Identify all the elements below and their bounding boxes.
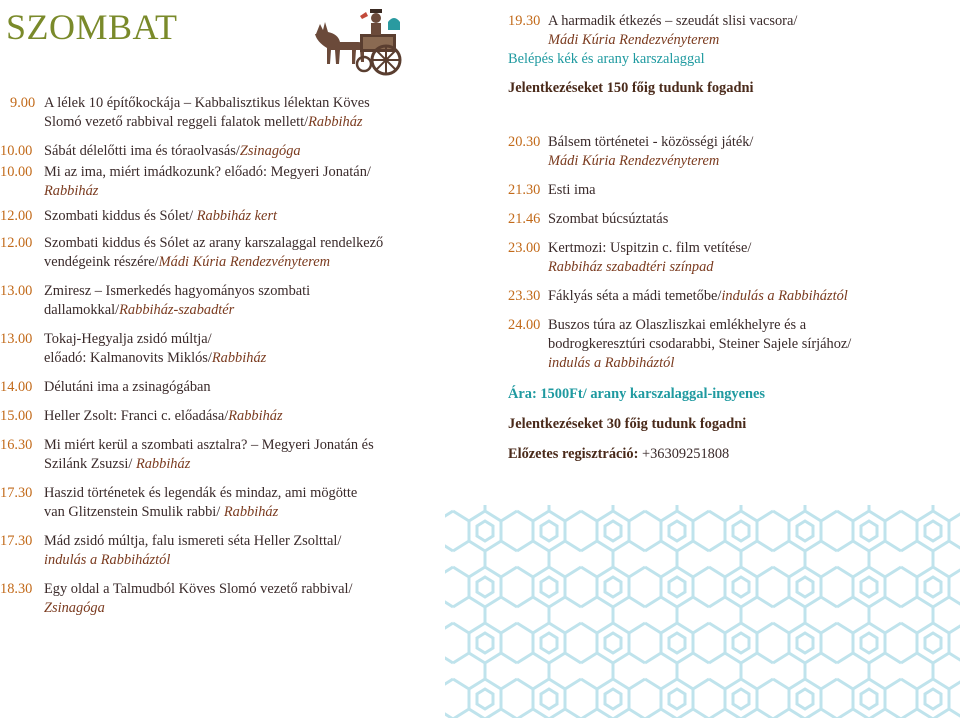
time: 10.00 xyxy=(0,164,33,180)
time: 23.30 xyxy=(508,288,541,304)
desc: Bálsem történetei - közösségi játék/ xyxy=(548,134,754,150)
desc: Zmiresz – Ismerkedés hagyományos szombati xyxy=(44,283,311,299)
place: Rabbiház xyxy=(223,504,279,520)
desc: dallamokkal/ xyxy=(44,302,120,318)
desc: Mád zsidó múltja, falu ismereti séta Heller Zsolttal/ xyxy=(44,533,342,549)
desc: Kertmozi: Uspitzin c. film vetítése/ xyxy=(548,240,752,256)
time: 21.30 xyxy=(508,182,541,198)
time: 21.46 xyxy=(508,211,541,227)
schedule-item xyxy=(508,133,948,171)
place: Rabbiház xyxy=(135,456,191,472)
schedule-item xyxy=(508,287,948,306)
desc: Mi az ima, miért imádkozunk? előadó: Megyeri Jonatán/ xyxy=(44,164,371,180)
desc: Buszos túra az Olaszliszkai emlékhelyre és a xyxy=(548,317,807,333)
schedule-item xyxy=(508,181,948,200)
place: Rabbiház xyxy=(211,350,267,366)
registration-note: Jelentkezéseket 30 főig tudunk fogadni xyxy=(508,416,747,432)
place: Rabbiház kert xyxy=(196,208,278,224)
entry-note: Belépés kék és arany karszalaggal xyxy=(508,51,705,67)
desc: Délutáni ima a zsinagógában xyxy=(44,379,211,395)
desc: Esti ima xyxy=(548,182,596,198)
desc: Slomó vezető rabbival reggeli falatok mellett/ xyxy=(44,114,309,130)
schedule-item xyxy=(0,407,420,426)
desc: A lélek 10 építőkockája – Kabbalisztikus lélektan Köves xyxy=(44,95,370,111)
left-schedule xyxy=(0,94,420,618)
place: Zsinagóga xyxy=(239,143,301,159)
page-title: SZOMBAT xyxy=(6,7,178,47)
time: 17.30 xyxy=(0,485,33,501)
schedule-item xyxy=(0,142,420,161)
desc: Egy oldal a Talmudból Köves Slomó vezető rabbival/ xyxy=(44,581,353,597)
desc: Szilánk Zsuzsi/ xyxy=(44,456,136,472)
time: 13.00 xyxy=(0,283,33,299)
desc: Mi miért kerül a szombati asztalra? – Megyeri Jonatán és xyxy=(44,437,374,453)
desc: Heller Zsolt: Franci c. előadása/ xyxy=(44,408,229,424)
desc: bodrogkeresztúri csodarabbi, Steiner Sajele sírjához/ xyxy=(548,336,852,352)
time: 10.00 xyxy=(0,143,33,159)
desc: előadó: Kalmanovits Miklós/ xyxy=(44,350,212,366)
time: 13.00 xyxy=(0,331,33,347)
schedule-item xyxy=(0,163,420,201)
time: 18.30 xyxy=(0,581,33,597)
horse-cart-illustration xyxy=(308,4,408,82)
desc: van Glitzenstein Smulik rabbi/ xyxy=(44,504,224,520)
desc: vendégeink részére/ xyxy=(44,254,159,270)
schedule-item xyxy=(0,484,420,522)
schedule-item xyxy=(508,210,948,229)
schedule-item xyxy=(0,207,420,226)
schedule-item xyxy=(0,282,420,320)
time: 24.00 xyxy=(508,317,541,333)
right-schedule xyxy=(508,12,948,464)
time: 12.00 xyxy=(0,235,33,251)
place: Mádi Kúria Rendezvényterem xyxy=(548,153,720,169)
time: 14.00 xyxy=(0,379,33,395)
schedule-item xyxy=(508,12,948,50)
place: indulás a Rabbiháztól xyxy=(548,355,675,371)
schedule-item xyxy=(0,532,420,570)
desc: Szombat búcsúztatás xyxy=(548,211,669,227)
registration-note: Jelentkezéseket 150 főig tudunk fogadni xyxy=(508,80,754,96)
time: 16.30 xyxy=(0,437,33,453)
desc: A harmadik étkezés – szeudát slisi vacsora/ xyxy=(548,13,798,29)
decorative-lattice-pattern xyxy=(445,505,960,718)
desc: Szombati kiddus és Sólet/ xyxy=(44,208,197,224)
time: 15.00 xyxy=(0,408,33,424)
desc: Szombati kiddus és Sólet az arany karszalaggal rendelkező xyxy=(44,235,384,251)
price-note: Ára: 1500Ft/ arany karszalaggal-ingyenes xyxy=(508,386,766,402)
preregistration-label: Előzetes regisztráció: xyxy=(508,446,639,462)
schedule-item xyxy=(0,330,420,368)
place: Rabbiház-szabadtér xyxy=(119,302,235,318)
time: 19.30 xyxy=(508,13,541,29)
place: Rabbiház xyxy=(44,183,99,199)
place: indulás a Rabbiháztól xyxy=(44,552,171,568)
time: 9.00 xyxy=(10,95,36,111)
place: Mádi Kúria Rendezvényterem xyxy=(158,254,330,270)
place: Rabbiház szabadtéri színpad xyxy=(548,259,714,275)
time: 23.00 xyxy=(508,240,541,256)
schedule-item xyxy=(0,378,420,397)
place: Rabbiház xyxy=(308,114,363,130)
schedule-item xyxy=(0,580,420,618)
schedule-item xyxy=(508,316,948,373)
schedule-item xyxy=(508,239,948,277)
time: 17.30 xyxy=(0,533,33,549)
desc: Fáklyás séta a mádi temetőbe/ xyxy=(548,288,722,304)
schedule-item xyxy=(0,234,420,272)
place: Mádi Kúria Rendezvényterem xyxy=(548,32,720,48)
phone-number: +36309251808 xyxy=(638,446,730,462)
schedule-item xyxy=(0,436,420,474)
place: Rabbiház xyxy=(228,408,283,424)
place: Zsinagóga xyxy=(44,600,105,616)
time: 20.30 xyxy=(508,134,541,150)
schedule-item xyxy=(0,94,420,132)
place: indulás a Rabbiháztól xyxy=(721,288,848,304)
desc: Tokaj-Hegyalja zsidó múltja/ xyxy=(44,331,212,347)
time: 12.00 xyxy=(0,208,33,224)
desc: Haszid történetek és legendák és mindaz, ami mögötte xyxy=(44,485,358,501)
preregistration xyxy=(508,445,948,464)
desc: Sábát délelőtti ima és tóraolvasás/ xyxy=(44,143,240,159)
